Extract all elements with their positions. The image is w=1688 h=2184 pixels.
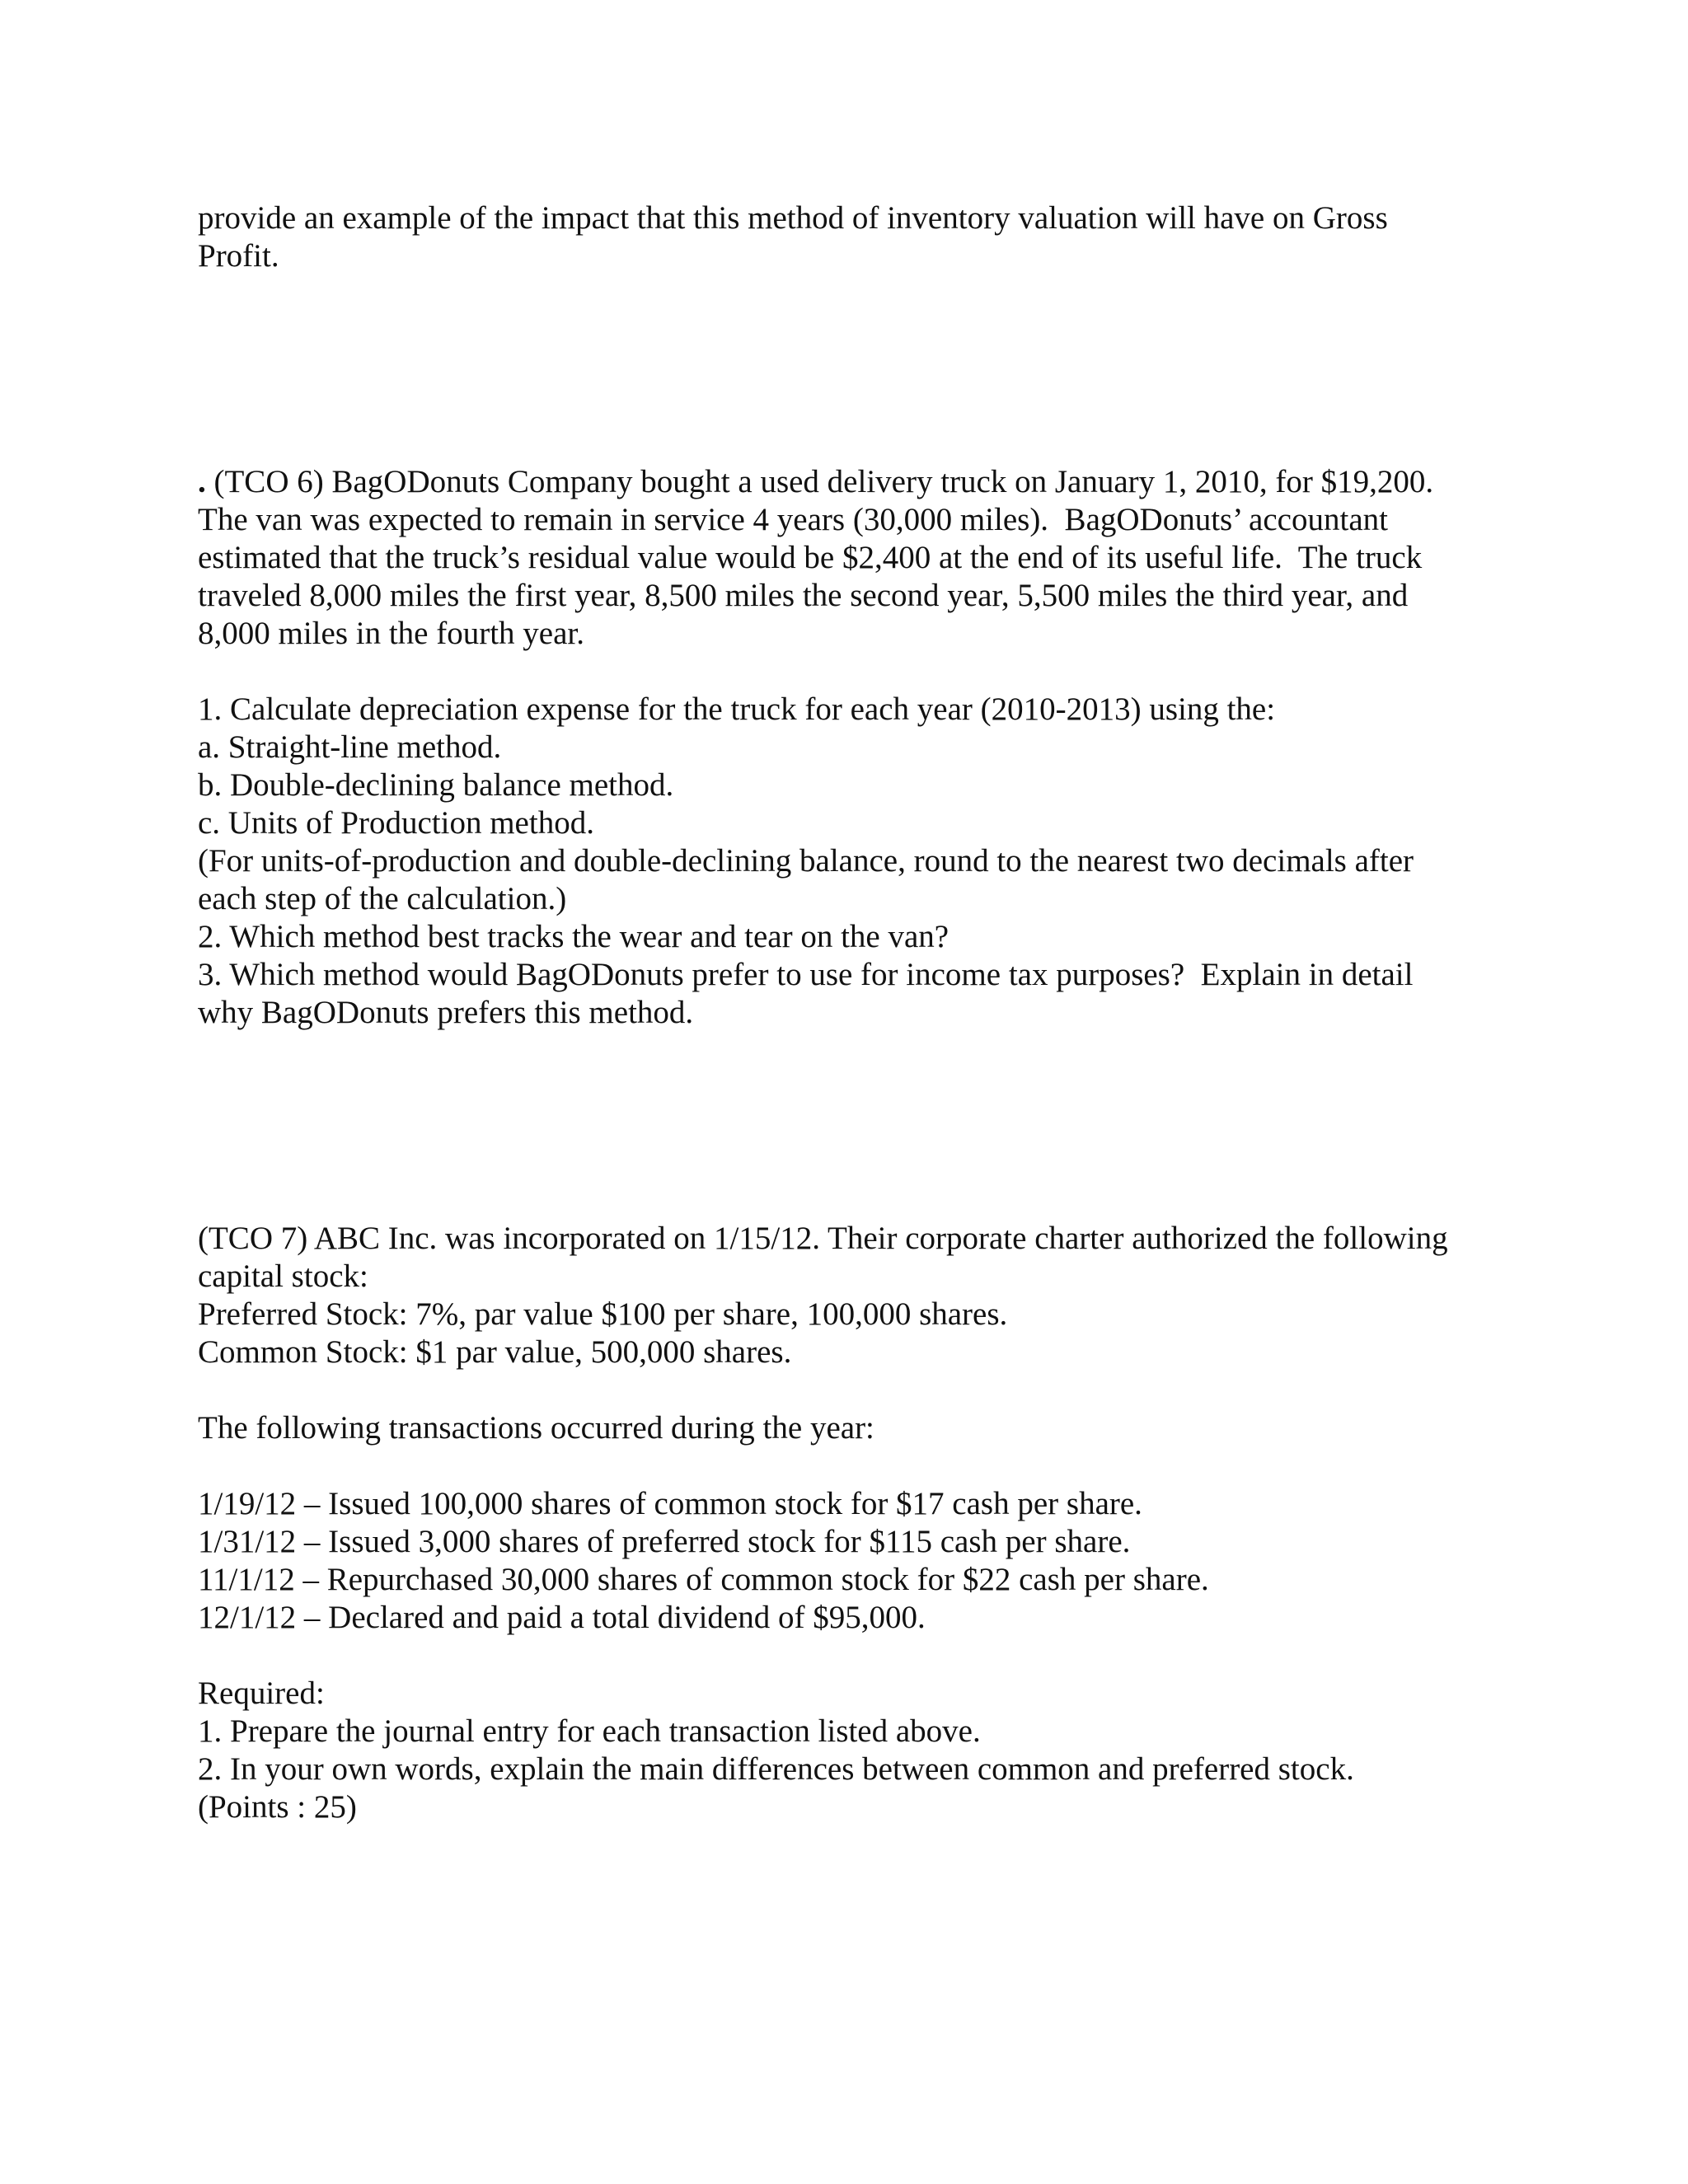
- text-line: traveled 8,000 miles the first year, 8,500 miles the second year, 5,500 miles the third year, and: [198, 578, 1409, 613]
- question-heading-line: [198, 463, 1433, 501]
- text-line: estimated that the truck’s residual value would be $2,400 at the end of its useful life. The truck: [198, 540, 1423, 575]
- transaction-line: 11/1/12 – Repurchased 30,000 shares of common stock for $22 cash per share.: [198, 1562, 1209, 1597]
- question-item: c. Units of Production method.: [198, 805, 594, 841]
- text-line: The van was expected to remain in service 4 years (30,000 miles). BagODonuts’ accountant: [198, 502, 1388, 537]
- text-line: 8,000 miles in the fourth year.: [198, 616, 584, 651]
- text-line: capital stock:: [198, 1258, 368, 1294]
- transaction-line: 12/1/12 – Declared and paid a total dividend of $95,000.: [198, 1600, 926, 1635]
- required-heading: Required:: [198, 1675, 325, 1711]
- text-line: provide an example of the impact that this method of inventory valuation will have on Gross: [198, 200, 1388, 236]
- text-line: (TCO 7) ABC Inc. was incorporated on 1/15/12. Their corporate charter authorized the following: [198, 1221, 1448, 1256]
- question-item: each step of the calculation.): [198, 881, 567, 916]
- question-item: b. Double-declining balance method.: [198, 767, 674, 803]
- transaction-line: 1/19/12 – Issued 100,000 shares of common stock for $17 cash per share.: [198, 1486, 1142, 1521]
- transactions-heading: The following transactions occurred during the year:: [198, 1410, 874, 1446]
- required-item: 2. In your own words, explain the main differences between common and preferred stock.: [198, 1751, 1354, 1787]
- text-line: Common Stock: $1 par value, 500,000 shares.: [198, 1334, 792, 1370]
- points-label: (Points : 25): [198, 1789, 357, 1825]
- question-item: why BagODonuts prefers this method.: [198, 995, 694, 1030]
- question-item: 3. Which method would BagODonuts prefer to use for income tax purposes? Explain in detail: [198, 957, 1414, 992]
- text-line: Profit.: [198, 238, 279, 274]
- required-item: 1. Prepare the journal entry for each transaction listed above.: [198, 1713, 981, 1749]
- bullet-dot: .: [198, 464, 206, 499]
- question-item: 2. Which method best tracks the wear and tear on the van?: [198, 919, 950, 954]
- question-item: 1. Calculate depreciation expense for the truck for each year (2010-2013) using the:: [198, 691, 1276, 727]
- text-line: Preferred Stock: 7%, par value $100 per share, 100,000 shares.: [198, 1296, 1008, 1332]
- question-item: (For units-of-production and double-declining balance, round to the nearest two decimals after: [198, 843, 1414, 879]
- transaction-line: 1/31/12 – Issued 3,000 shares of preferred stock for $115 cash per share.: [198, 1524, 1131, 1559]
- question-heading-text: (TCO 6) BagODonuts Company bought a used delivery truck on January 1, 2010, for $19,200.: [205, 464, 1434, 499]
- question-item: a. Straight-line method.: [198, 729, 502, 765]
